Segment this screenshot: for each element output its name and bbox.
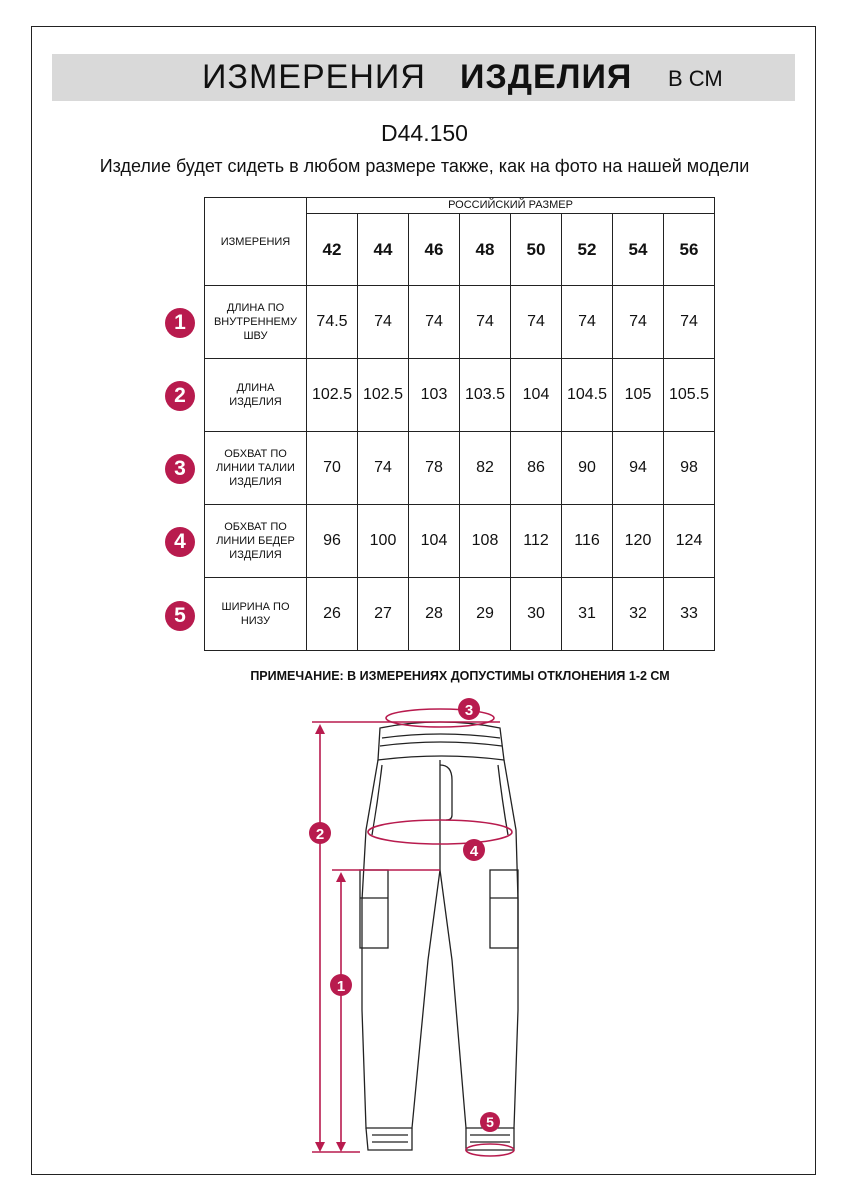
pants-diagram: [300, 690, 550, 1165]
row-label-waist: ОБХВАТ ПО ЛИНИИ ТАЛИИ ИЗДЕЛИЯ: [205, 432, 307, 505]
marker-1-label: 1: [336, 978, 346, 995]
table-cell: 31: [562, 578, 613, 651]
table-cell: 116: [562, 505, 613, 578]
product-code: D44.150: [381, 120, 468, 146]
table-cell: 105.5: [664, 359, 715, 432]
table-cell: 74: [613, 286, 664, 359]
row-label-inseam: ДЛИНА ПО ВНУТРЕННЕМУ ШВУ: [205, 286, 307, 359]
row-label-hem: ШИРИНА ПО НИЗУ: [205, 578, 307, 651]
marker-2-label: 2: [315, 826, 325, 843]
table-cell: 26: [307, 578, 358, 651]
row-badge-1: 1: [165, 308, 195, 338]
table-row: [205, 432, 715, 505]
size-52: 52: [562, 214, 613, 286]
table-row: [205, 578, 715, 651]
corner-label: ИЗМЕРЕНИЯ: [205, 198, 307, 286]
table-row: [205, 286, 715, 359]
table-cell: 112: [511, 505, 562, 578]
table-cell: 78: [409, 432, 460, 505]
header-banner: [52, 54, 795, 101]
size-table: [204, 197, 715, 651]
table-cell: 74: [562, 286, 613, 359]
table-cell: 74: [358, 286, 409, 359]
table-cell: 96: [307, 505, 358, 578]
table-cell: 28: [409, 578, 460, 651]
table-cell: 74: [358, 432, 409, 505]
table-cell: 74: [409, 286, 460, 359]
table-cell: 70: [307, 432, 358, 505]
table-cell: 108: [460, 505, 511, 578]
row-label-hips: ОБХВАТ ПО ЛИНИИ БЕДЕР ИЗДЕЛИЯ: [205, 505, 307, 578]
table-cell: 104.5: [562, 359, 613, 432]
table-cell: 103.5: [460, 359, 511, 432]
table-row: [205, 359, 715, 432]
size-group-header: РОССИЙСКИЙ РАЗМЕР: [307, 198, 715, 214]
measurement-lines: [312, 709, 514, 1156]
table-cell: 124: [664, 505, 715, 578]
table-cell: 104: [409, 505, 460, 578]
row-badge-4: 4: [165, 527, 195, 557]
banner-title-part1: ИЗМЕРЕНИЯ: [202, 58, 426, 96]
table-cell: 120: [613, 505, 664, 578]
table-cell: 86: [511, 432, 562, 505]
banner-unit: В СМ: [668, 66, 723, 91]
row-label-length: ДЛИНА ИЗДЕЛИЯ: [205, 359, 307, 432]
marker-5-label: 5: [486, 1114, 494, 1130]
tolerance-note: ПРИМЕЧАНИЕ: В ИЗМЕРЕНИЯХ ДОПУСТИМЫ ОТКЛОНЕНИЯ 1-2 СМ: [250, 669, 670, 683]
table-cell: 32: [613, 578, 664, 651]
table-cell: 74: [511, 286, 562, 359]
table-cell: 105: [613, 359, 664, 432]
size-44: 44: [358, 214, 409, 286]
marker-3-label: 3: [464, 702, 474, 719]
pants-outline: [360, 722, 518, 1150]
table-cell: 74: [664, 286, 715, 359]
table-cell: 90: [562, 432, 613, 505]
table-cell: 29: [460, 578, 511, 651]
marker-4-label: 4: [469, 843, 479, 860]
table-cell: 74.5: [307, 286, 358, 359]
table-cell: 27: [358, 578, 409, 651]
size-48: 48: [460, 214, 511, 286]
table-cell: 33: [664, 578, 715, 651]
size-42: 42: [307, 214, 358, 286]
fit-note: Изделие будет сидеть в любом размере также, как на фото на нашей модели: [99, 156, 750, 176]
size-46: 46: [409, 214, 460, 286]
size-54: 54: [613, 214, 664, 286]
table-cell: 98: [664, 432, 715, 505]
table-cell: 74: [460, 286, 511, 359]
table-cell: 94: [613, 432, 664, 505]
row-badge-3: 3: [165, 454, 195, 484]
table-cell: 30: [511, 578, 562, 651]
size-56: 56: [664, 214, 715, 286]
table-cell: 102.5: [358, 359, 409, 432]
diagram-markers: [309, 698, 500, 1132]
banner-title-part2: ИЗДЕЛИЯ: [460, 58, 633, 96]
row-badge-2: 2: [165, 381, 195, 411]
row-badge-5: 5: [165, 601, 195, 631]
table-cell: 100: [358, 505, 409, 578]
table-row: [205, 505, 715, 578]
table-cell: 102.5: [307, 359, 358, 432]
size-50: 50: [511, 214, 562, 286]
table-cell: 104: [511, 359, 562, 432]
table-cell: 82: [460, 432, 511, 505]
table-cell: 103: [409, 359, 460, 432]
